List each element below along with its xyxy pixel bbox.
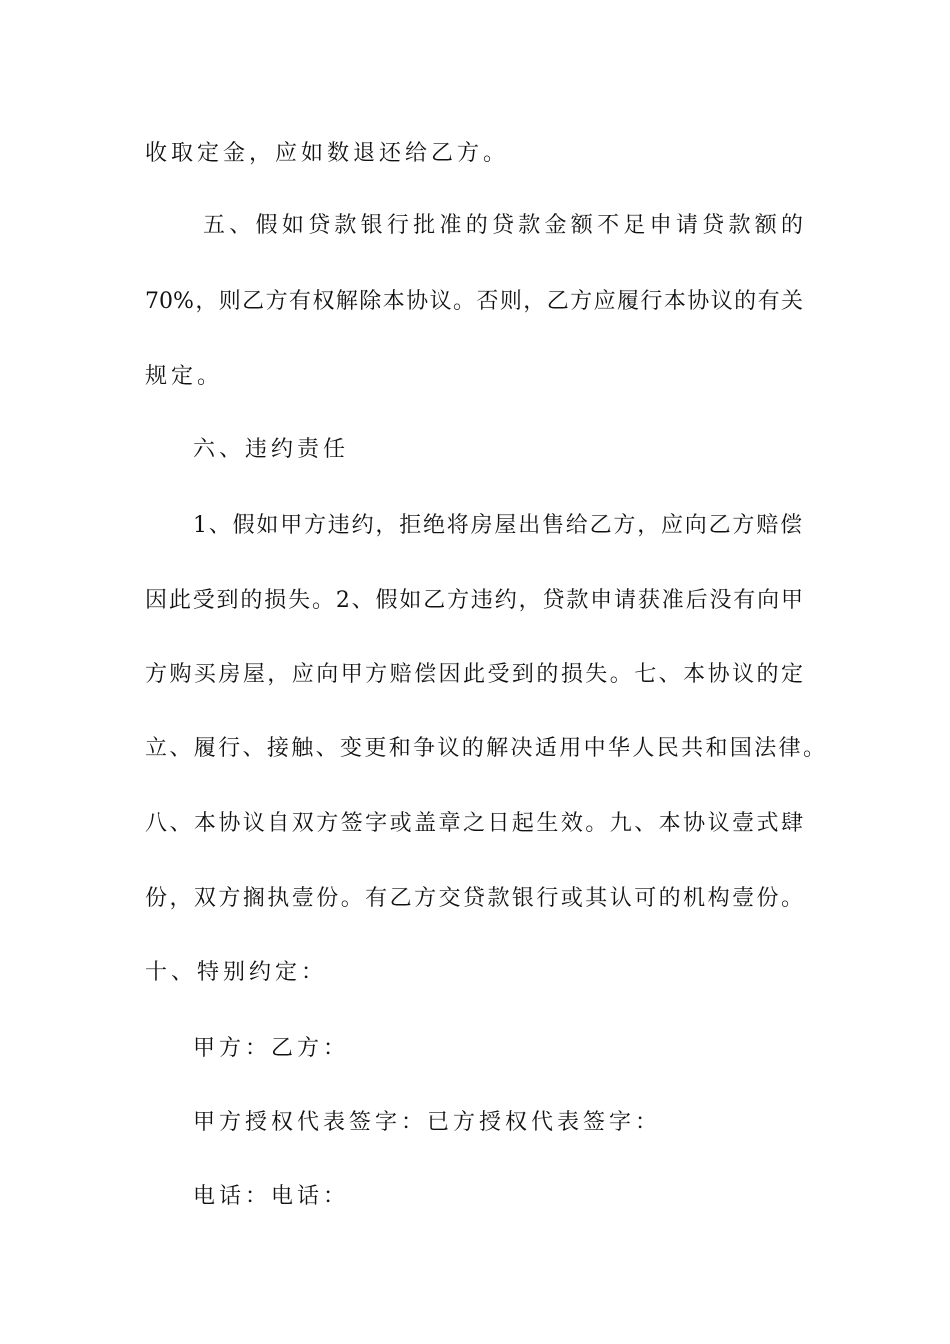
- signature-representatives: 甲方授权代表签字：已方授权代表签字：: [193, 1110, 662, 1135]
- text-line-4: 规定。: [145, 364, 224, 389]
- signature-phones: 电话：电话：: [193, 1184, 350, 1209]
- text-line-11: 份，双方搁执壹份。有乙方交贷款银行或其认可的机构壹份。: [145, 886, 803, 911]
- text-line-7: 因此受到的损失。2、假如乙方违约，贷款申请获准后没有向甲: [145, 588, 803, 613]
- text-line-3: 70%，则乙方有权解除本协议。否则，乙方应履行本协议的有关: [145, 289, 803, 314]
- signature-parties: 甲方：乙方：: [193, 1036, 350, 1061]
- text-line-1: 收取定金，应如数退还给乙方。: [145, 141, 510, 166]
- text-line-10: 八、本协议自双方签字或盖章之日起生效。九、本协议壹式肆: [145, 811, 803, 836]
- text-line-8: 方购买房屋，应向甲方赔偿因此受到的损失。七、本协议的定: [145, 662, 803, 687]
- section-heading-special: 十、特别约定：: [145, 960, 328, 985]
- text-line-6: 1、假如甲方违约，拒绝将房屋出售给乙方，应向乙方赔偿: [193, 513, 802, 538]
- section-heading-breach: 六、违约责任: [193, 437, 350, 462]
- text-line-9: 立、履行、接触、变更和争议的解决适用中华人民共和国法律。: [145, 736, 825, 761]
- text-line-2: 五、假如贷款银行批准的贷款金额不足申请贷款额的: [203, 213, 803, 238]
